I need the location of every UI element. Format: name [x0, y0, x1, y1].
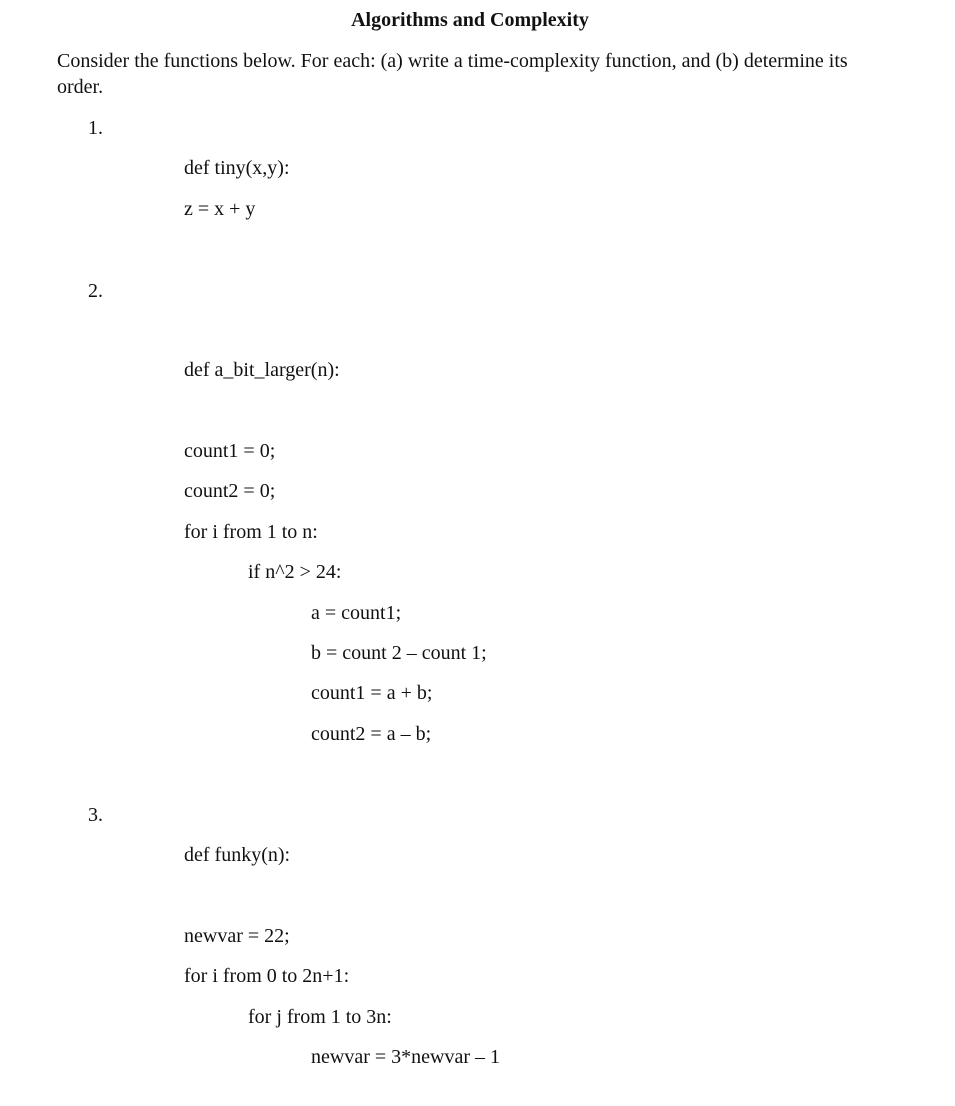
problem-3-number: 3. [88, 804, 103, 826]
problem-1-number: 1. [88, 117, 103, 139]
code-line: count2 = a – b; [311, 723, 432, 745]
code-line: if n^2 > 24: [248, 561, 342, 583]
code-line: def a_bit_larger(n): [184, 359, 340, 381]
code-line: b = count 2 – count 1; [311, 642, 487, 664]
page-title: Algorithms and Complexity [351, 9, 589, 31]
code-line: def tiny(x,y): [184, 157, 290, 179]
code-line: count2 = 0; [184, 480, 276, 502]
code-line: count1 = 0; [184, 440, 276, 462]
problem-2-number: 2. [88, 280, 103, 302]
code-line: for i from 0 to 2n+1: [184, 965, 350, 987]
code-line: newvar = 22; [184, 925, 290, 947]
code-line: z = x + y [184, 198, 256, 220]
code-line: def funky(n): [184, 844, 291, 866]
code-line: for j from 1 to 3n: [248, 1006, 392, 1028]
instructions: Consider the functions below. For each: (a) write a time-complexity function, and (b) determine its order. [57, 50, 848, 98]
code-line: count1 = a + b; [311, 682, 433, 704]
code-line: for i from 1 to n: [184, 521, 318, 543]
code-line: a = count1; [311, 602, 402, 624]
code-line: newvar = 3*newvar – 1 [311, 1046, 500, 1068]
